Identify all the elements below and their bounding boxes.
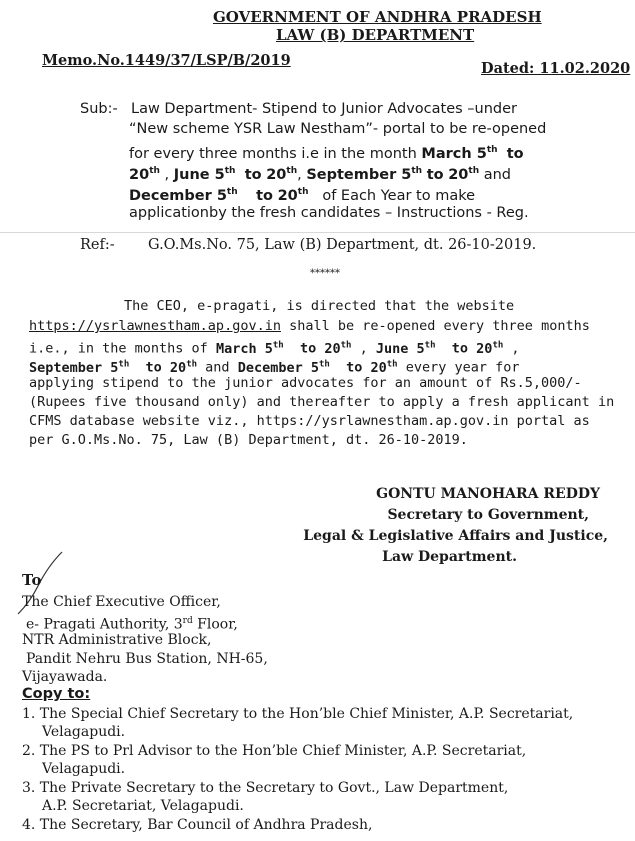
- signatory-name: GONTU MANOHARA REDDY: [376, 486, 600, 502]
- body-line-3: i.e., in the months of March 5th to 20th , June 5th to 20th ,: [29, 340, 520, 357]
- reference-text: G.O.Ms.No. 75, Law (B) Department, dt. 26-10-2019.: [148, 237, 537, 253]
- subject-label: Sub:-: [80, 101, 118, 117]
- copy-item-2: 2. The PS to Prl Advisor to the Hon’ble Chief Minister, A.P. Secretariat,: [22, 743, 527, 759]
- copy-item-1-cont: Velagapudi.: [42, 724, 126, 740]
- subject-line-6: applicationby the fresh candidates – Instructions - Reg.: [129, 205, 529, 221]
- signatory-title-1: Secretary to Government,: [387, 507, 589, 523]
- memo-date: Dated: 11.02.2020: [481, 60, 631, 77]
- body-line-4: September 5th to 20th and December 5th to 20th every year for: [29, 359, 520, 376]
- signatory-title-3: Law Department.: [382, 549, 517, 565]
- copy-item-3: 3. The Private Secretary to the Secretary to Govt., Law Department,: [22, 780, 509, 796]
- copy-item-3-cont: A.P. Secretariat, Velagapudi.: [42, 798, 244, 814]
- subject-line-4: 20th , June 5th to 20th, September 5th to 20th and: [129, 166, 512, 183]
- address-line-3: NTR Administrative Block,: [22, 632, 212, 648]
- subject-line-2: “New scheme YSR Law Nestham”- portal to be re-opened: [129, 121, 547, 137]
- header-government: GOVERNMENT OF ANDHRA PRADESH: [213, 8, 542, 26]
- address-line-1: The Chief Executive Officer,: [22, 594, 221, 610]
- memo-number: Memo.No.1449/37/LSP/B/2019: [42, 52, 291, 69]
- body-line-5: applying stipend to the junior advocates for an amount of Rs.5,000/-: [29, 375, 582, 391]
- body-line-6: (Rupees five thousand only) and thereafter to apply a fresh applicant in: [29, 394, 615, 410]
- address-line-2: e- Pragati Authority, 3rd Floor,: [26, 616, 238, 633]
- website-link[interactable]: https://ysrlawnestham.ap.gov.in: [29, 318, 281, 334]
- address-line-4: Pandit Nehru Bus Station, NH-65,: [26, 651, 268, 667]
- subject-march: March 5th: [421, 145, 498, 162]
- copy-to-label: Copy to:: [22, 686, 91, 702]
- scan-divider: [0, 232, 635, 233]
- subject-line-3: for every three months i.e in the month March 5th to: [129, 145, 524, 162]
- subject-line-1: Law Department- Stipend to Junior Advocates –under: [131, 101, 518, 117]
- to-label: To: [22, 571, 42, 589]
- copy-item-4: 4. The Secretary, Bar Council of Andhra Pradesh,: [22, 817, 373, 833]
- body-line-2: https://ysrlawnestham.ap.gov.in shall be re-opened every three months: [29, 318, 590, 334]
- reference-label: Ref:-: [80, 237, 115, 253]
- copy-item-2-cont: Velagapudi.: [42, 761, 126, 777]
- body-line-7: CFMS database website viz., https://ysrlawnestham.ap.gov.in portal as: [29, 413, 590, 429]
- separator-stars: ******: [310, 268, 340, 279]
- header-department: LAW (B) DEPARTMENT: [276, 26, 475, 44]
- copy-item-1: 1. The Special Chief Secretary to the Hon’ble Chief Minister, A.P. Secretariat,: [22, 706, 574, 722]
- subject-line-5: December 5th to 20th of Each Year to make: [129, 187, 476, 204]
- body-line-1: The CEO, e-pragati, is directed that the website: [124, 298, 515, 314]
- signatory-title-2: Legal & Legislative Affairs and Justice,: [303, 528, 608, 544]
- address-line-5: Vijayawada.: [22, 669, 108, 685]
- body-line-8: per G.O.Ms.No. 75, Law (B) Department, dt. 26-10-2019.: [29, 432, 468, 448]
